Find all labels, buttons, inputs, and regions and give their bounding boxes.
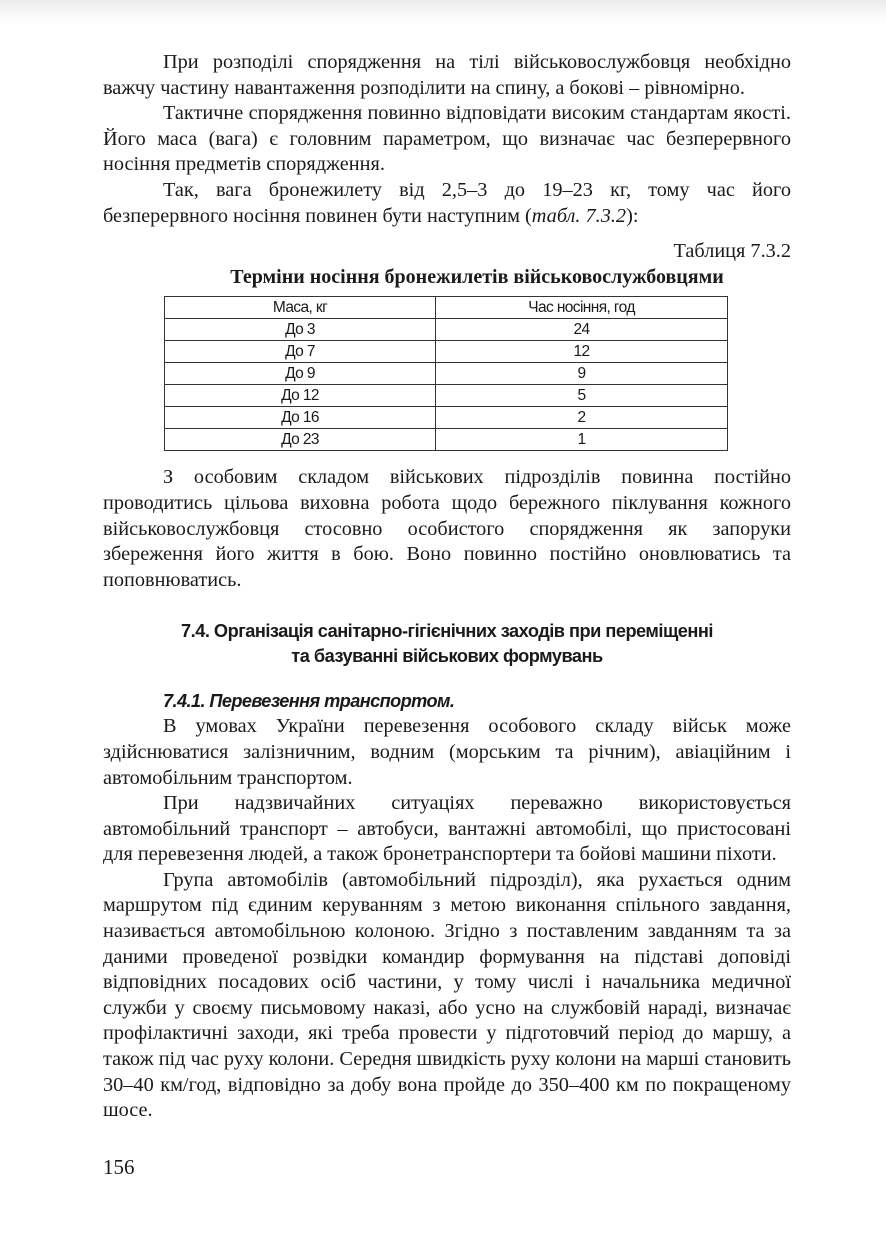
vest-weight-text-end: ): xyxy=(626,204,639,227)
viewer-top-shadow xyxy=(0,0,886,22)
section-heading-line2: та базуванні військових формувань xyxy=(291,646,603,667)
cell-wear-time: 24 xyxy=(436,319,728,341)
table-row xyxy=(165,363,728,385)
cell-mass: До 3 xyxy=(165,319,436,341)
column-header-wear-time: Час носіння, год xyxy=(436,297,728,319)
cell-wear-time: 1 xyxy=(436,429,728,451)
vest-wear-time-table xyxy=(164,296,728,451)
paragraph-transport-types: В умовах України перевезення особового складу військ може здійснюватися залізничним, водним (морським та річним), авіаційним і автомобільним транспортом. xyxy=(103,715,791,789)
cell-wear-time: 5 xyxy=(436,385,728,407)
paragraph-tactical-equipment: Тактичне спорядження повинно відповідати високим стандартам якості. Його маса (вага) є головним параметром, що визначає час безперервного носіння предметів спорядження. xyxy=(103,102,791,176)
cell-mass: До 23 xyxy=(165,429,436,451)
table-header-row xyxy=(165,297,728,319)
table-container xyxy=(164,296,728,451)
cell-mass: До 12 xyxy=(165,385,436,407)
paragraph-vehicle-column: Група автомобілів (автомобільний підрозділ), яка рухається одним маршрутом під єдиним керуванням з метою виконання спільного завдання, називається автомобільною колоною. Згідно з поставленим завданням та за даними проведеної розвідки командир формування на підставі доповіді відповідних посадових осіб частини, у тому числі і начальника медичної служби у своєму письмовому наказі, або усно на службовій нараді, визначає профілактичні заходи, які треба провести у підготовчий період до маршу, а також під час руху колони. Середня швидкість руху колони на марші становить 30–40 км/год, відповідно за добу вона пройде до 350–400 км по покращеному шосе. xyxy=(103,868,791,1122)
table-row xyxy=(165,319,728,341)
paragraph-educational-work: З особовим складом військових підрозділів повинна постійно проводитись цільова виховна робота щодо бережного піклування кожного військовослужбовця стосовно особистого спорядження як запоруки збереження його життя в бою. Воно повинно постійно оновлюватись та поповнюватись. xyxy=(103,466,791,591)
table-row xyxy=(165,407,728,429)
table-label: Таблиця 7.3.2 xyxy=(673,240,791,263)
cell-wear-time: 12 xyxy=(436,341,728,363)
table-title: Терміни носіння бронежилетів військовослужбовцями xyxy=(230,265,724,288)
cell-mass: До 16 xyxy=(165,407,436,429)
cell-wear-time: 9 xyxy=(436,363,728,385)
section-heading xyxy=(103,619,791,669)
table-row xyxy=(165,341,728,363)
vest-weight-text: Так, вага бронежилету від 2,5–3 до 19–23 кг, тому час його безперервного носіння повинен бути наступним ( xyxy=(103,178,791,227)
section-heading-line1: 7.4. Організація санітарно-гігієнічних заходів при переміщенні xyxy=(181,621,713,642)
cell-mass: До 9 xyxy=(165,363,436,385)
table-reference: табл. 7.3.2 xyxy=(531,204,627,227)
cell-mass: До 7 xyxy=(165,341,436,363)
paragraph-vest-weight xyxy=(103,178,791,229)
page-number: 156 xyxy=(103,1155,135,1179)
paragraph-equipment-distribution: При розподілі спорядження на тілі військовослужбовця необхідно важчу частину навантаження розподілити на спину, а бокові – рівномірно. xyxy=(103,51,791,99)
cell-wear-time: 2 xyxy=(436,407,728,429)
document-page xyxy=(103,50,791,1124)
paragraph-emergency-transport: При надзвичайних ситуаціях переважно використовується автомобільний транспорт – автобуси, вантажні автомобілі, що пристосовані для перевезення людей, а також бронетранспортери та бойові машини піхоти. xyxy=(103,792,791,866)
table-row xyxy=(165,385,728,407)
subsection-heading: 7.4.1. Перевезення транспортом. xyxy=(163,691,455,712)
table-row xyxy=(165,429,728,451)
column-header-mass: Маса, кг xyxy=(165,297,436,319)
